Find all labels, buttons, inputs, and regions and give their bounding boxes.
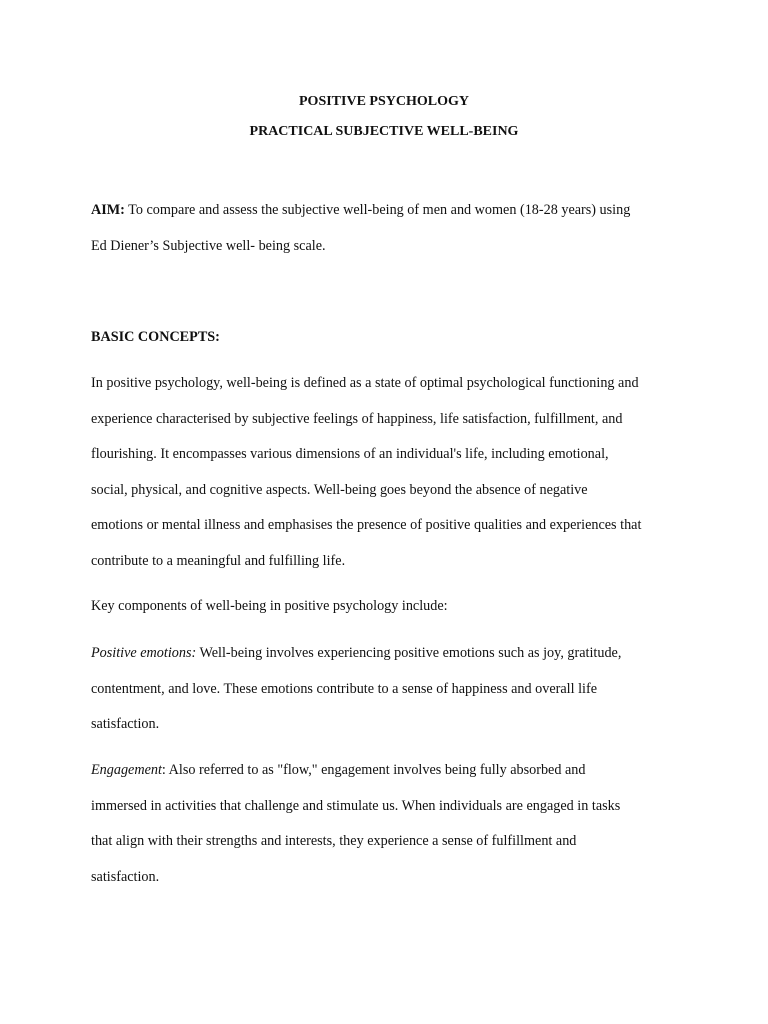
emotions-text: Well-being involves experiencing positive emotions such as joy, gratitude, [196,645,622,661]
key-components-intro: Key components of well-being in positive psychology include: [91,598,448,614]
engagement-text: : Also referred to as "flow," engagement involves being fully absorbed and [161,762,586,778]
aim-paragraph [91,193,691,264]
document-title: POSITIVE PSYCHOLOGY [299,94,469,109]
emotions-line: contentment, and love. These emotions contribute to a sense of happiness and overall life [91,680,598,697]
aim-line-2: Ed Diener’s Subjective well- being scale. [91,237,326,254]
basic-concepts-heading: BASIC CONCEPTS: [91,329,220,345]
aim-label: AIM: [91,202,125,218]
engagement-label: Engagement [91,762,162,778]
concepts-line: emotions or mental illness and emphasises the presence of positive qualities and experiences that [91,517,642,534]
concepts-line: experience characterised by subjective feelings of happiness, life satisfaction, fulfillment, and [91,410,623,427]
basic-concepts-paragraph [91,366,691,580]
aim-line-1 [91,193,691,229]
engagement-line-1 [91,753,691,789]
emotions-line: satisfaction. [91,716,160,733]
engagement-line: that align with their strengths and interests, they experience a sense of fulfillment and [91,833,577,850]
document-subtitle: PRACTICAL SUBJECTIVE WELL-BEING [249,124,519,139]
engagement-line: satisfaction. [91,868,160,885]
positive-emotions-paragraph [91,636,691,743]
concepts-line: In positive psychology, well-being is defined as a state of optimal psychological functioning and [91,375,639,391]
concepts-line: flourishing. It encompasses various dimensions of an individual's life, including emotional, [91,446,609,463]
engagement-line: immersed in activities that challenge and stimulate us. When individuals are engaged in tasks [91,797,621,814]
concepts-line: social, physical, and cognitive aspects. Well-being goes beyond the absence of negative [91,481,588,498]
concepts-line: contribute to a meaningful and fulfilling life. [91,552,346,569]
aim-text: To compare and assess the subjective well-being of men and women (18-28 years) using [124,202,631,218]
emotions-line-1 [91,636,691,672]
positive-emotions-label: Positive emotions: [91,645,197,661]
engagement-paragraph [91,753,691,895]
